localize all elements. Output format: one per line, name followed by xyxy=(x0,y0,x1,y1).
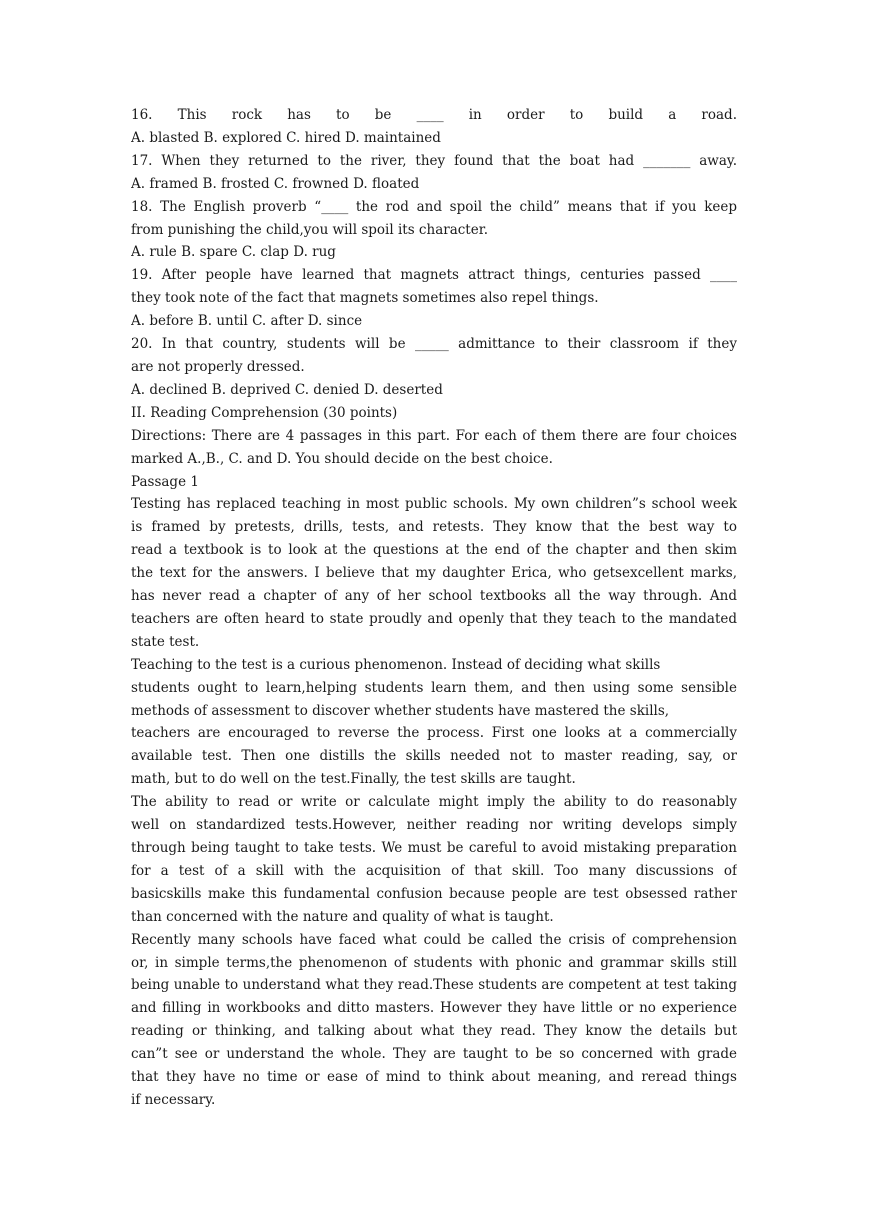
question-17: 17. When they returned to the river, they found that the boat had _______ away. xyxy=(131,152,737,169)
paragraph-line: available test. Then one distills the skills needed not to master reading, say, or xyxy=(131,748,737,765)
paragraph-line: is framed by pretests, drills, tests, and retests. They know that the best way to xyxy=(131,519,737,536)
paragraph-line: read a textbook is to look at the questions at the end of the chapter and then skim xyxy=(131,542,737,559)
paragraph-line: and filling in workbooks and ditto masters. However they have little or no experience xyxy=(131,1000,737,1017)
paragraph-line: that they have no time or ease of mind to think about meaning, and reread things xyxy=(131,1069,737,1086)
paragraph-line: has never read a chapter of any of her school textbooks all the way through. And xyxy=(131,588,737,605)
question-18-continued: from punishing the child,you will spoil its character. xyxy=(131,221,488,238)
section-heading: II. Reading Comprehension (30 points) xyxy=(131,404,398,421)
paragraph-line: Teaching to the test is a curious phenomenon. Instead of deciding what skills xyxy=(131,656,661,673)
document-page xyxy=(131,104,737,1112)
paragraph-line: than concerned with the nature and quality of what is taught. xyxy=(131,908,554,925)
question-18: 18. The English proverb “____ the rod and spoil the child” means that if you keep xyxy=(131,198,737,215)
paragraph-line: Recently many schools have faced what could be called the crisis of comprehension xyxy=(131,931,737,948)
paragraph-line: The ability to read or write or calculate might imply the ability to do reasonably xyxy=(131,794,737,811)
question-19-continued: they took note of the fact that magnets sometimes also repel things. xyxy=(131,290,599,307)
paragraph-line: through being taught to take tests. We must be careful to avoid mistaking preparation xyxy=(131,840,737,856)
directions-continued: marked A.,B., C. and D. You should decide on the best choice. xyxy=(131,450,553,467)
paragraph-line: or, in simple terms,the phenomenon of students with phonic and grammar skills still xyxy=(131,954,737,971)
paragraph-line: if necessary. xyxy=(131,1091,216,1108)
paragraph-line: basicskills make this fundamental confusion because people are test obsessed rather xyxy=(131,885,737,902)
paragraph-line: teachers are encouraged to reverse the process. First one looks at a commercially xyxy=(131,725,737,742)
question-16: 16. This rock has to be ____ in order to build a road. xyxy=(131,107,737,123)
question-17-options: A. framed B. frosted C. frowned D. floated xyxy=(131,175,420,192)
question-20-continued: are not properly dressed. xyxy=(131,358,305,375)
question-19: 19. After people have learned that magnets attract things, centuries passed ____ xyxy=(131,267,737,284)
paragraph-line: being unable to understand what they read.These students are competent at test taking xyxy=(131,977,737,994)
question-20-options: A. declined B. deprived C. denied D. deserted xyxy=(131,381,443,398)
paragraph-line: state test. xyxy=(131,633,200,650)
directions: Directions: There are 4 passages in this part. For each of them there are four choices xyxy=(131,427,737,444)
paragraph-line: for a test of a skill with the acquisition of that skill. Too many discussions of xyxy=(131,862,737,879)
question-16-options: A. blasted B. explored C. hired D. maintained xyxy=(131,129,441,146)
paragraph-line: well on standardized tests.However, neither reading nor writing develops simply xyxy=(131,817,737,834)
paragraph-line: reading or thinking, and talking about what they read. They know the details but xyxy=(131,1023,737,1040)
paragraph-line: Testing has replaced teaching in most public schools. My own children”s school week xyxy=(131,496,737,513)
paragraph-line: methods of assessment to discover whether students have mastered the skills, xyxy=(131,702,670,719)
paragraph-line: students ought to learn,helping students learn them, and then using some sensible xyxy=(131,679,737,696)
paragraph-line: the text for the answers. I believe that my daughter Erica, who getsexcellent marks, xyxy=(131,565,737,582)
paragraph-line: math, but to do well on the test.Finally, the test skills are taught. xyxy=(131,771,576,788)
paragraph-line: teachers are often heard to state proudly and openly that they teach to the mandated xyxy=(131,610,737,627)
question-18-options: A. rule B. spare C. clap D. rug xyxy=(131,244,336,261)
question-19-options: A. before B. until C. after D. since xyxy=(131,313,363,330)
paragraph-line: can”t see or understand the whole. They are taught to be so concerned with grade xyxy=(131,1046,737,1063)
question-20: 20. In that country, students will be _____ admittance to their classroom if they xyxy=(131,336,737,353)
passage-title: Passage 1 xyxy=(131,473,199,490)
